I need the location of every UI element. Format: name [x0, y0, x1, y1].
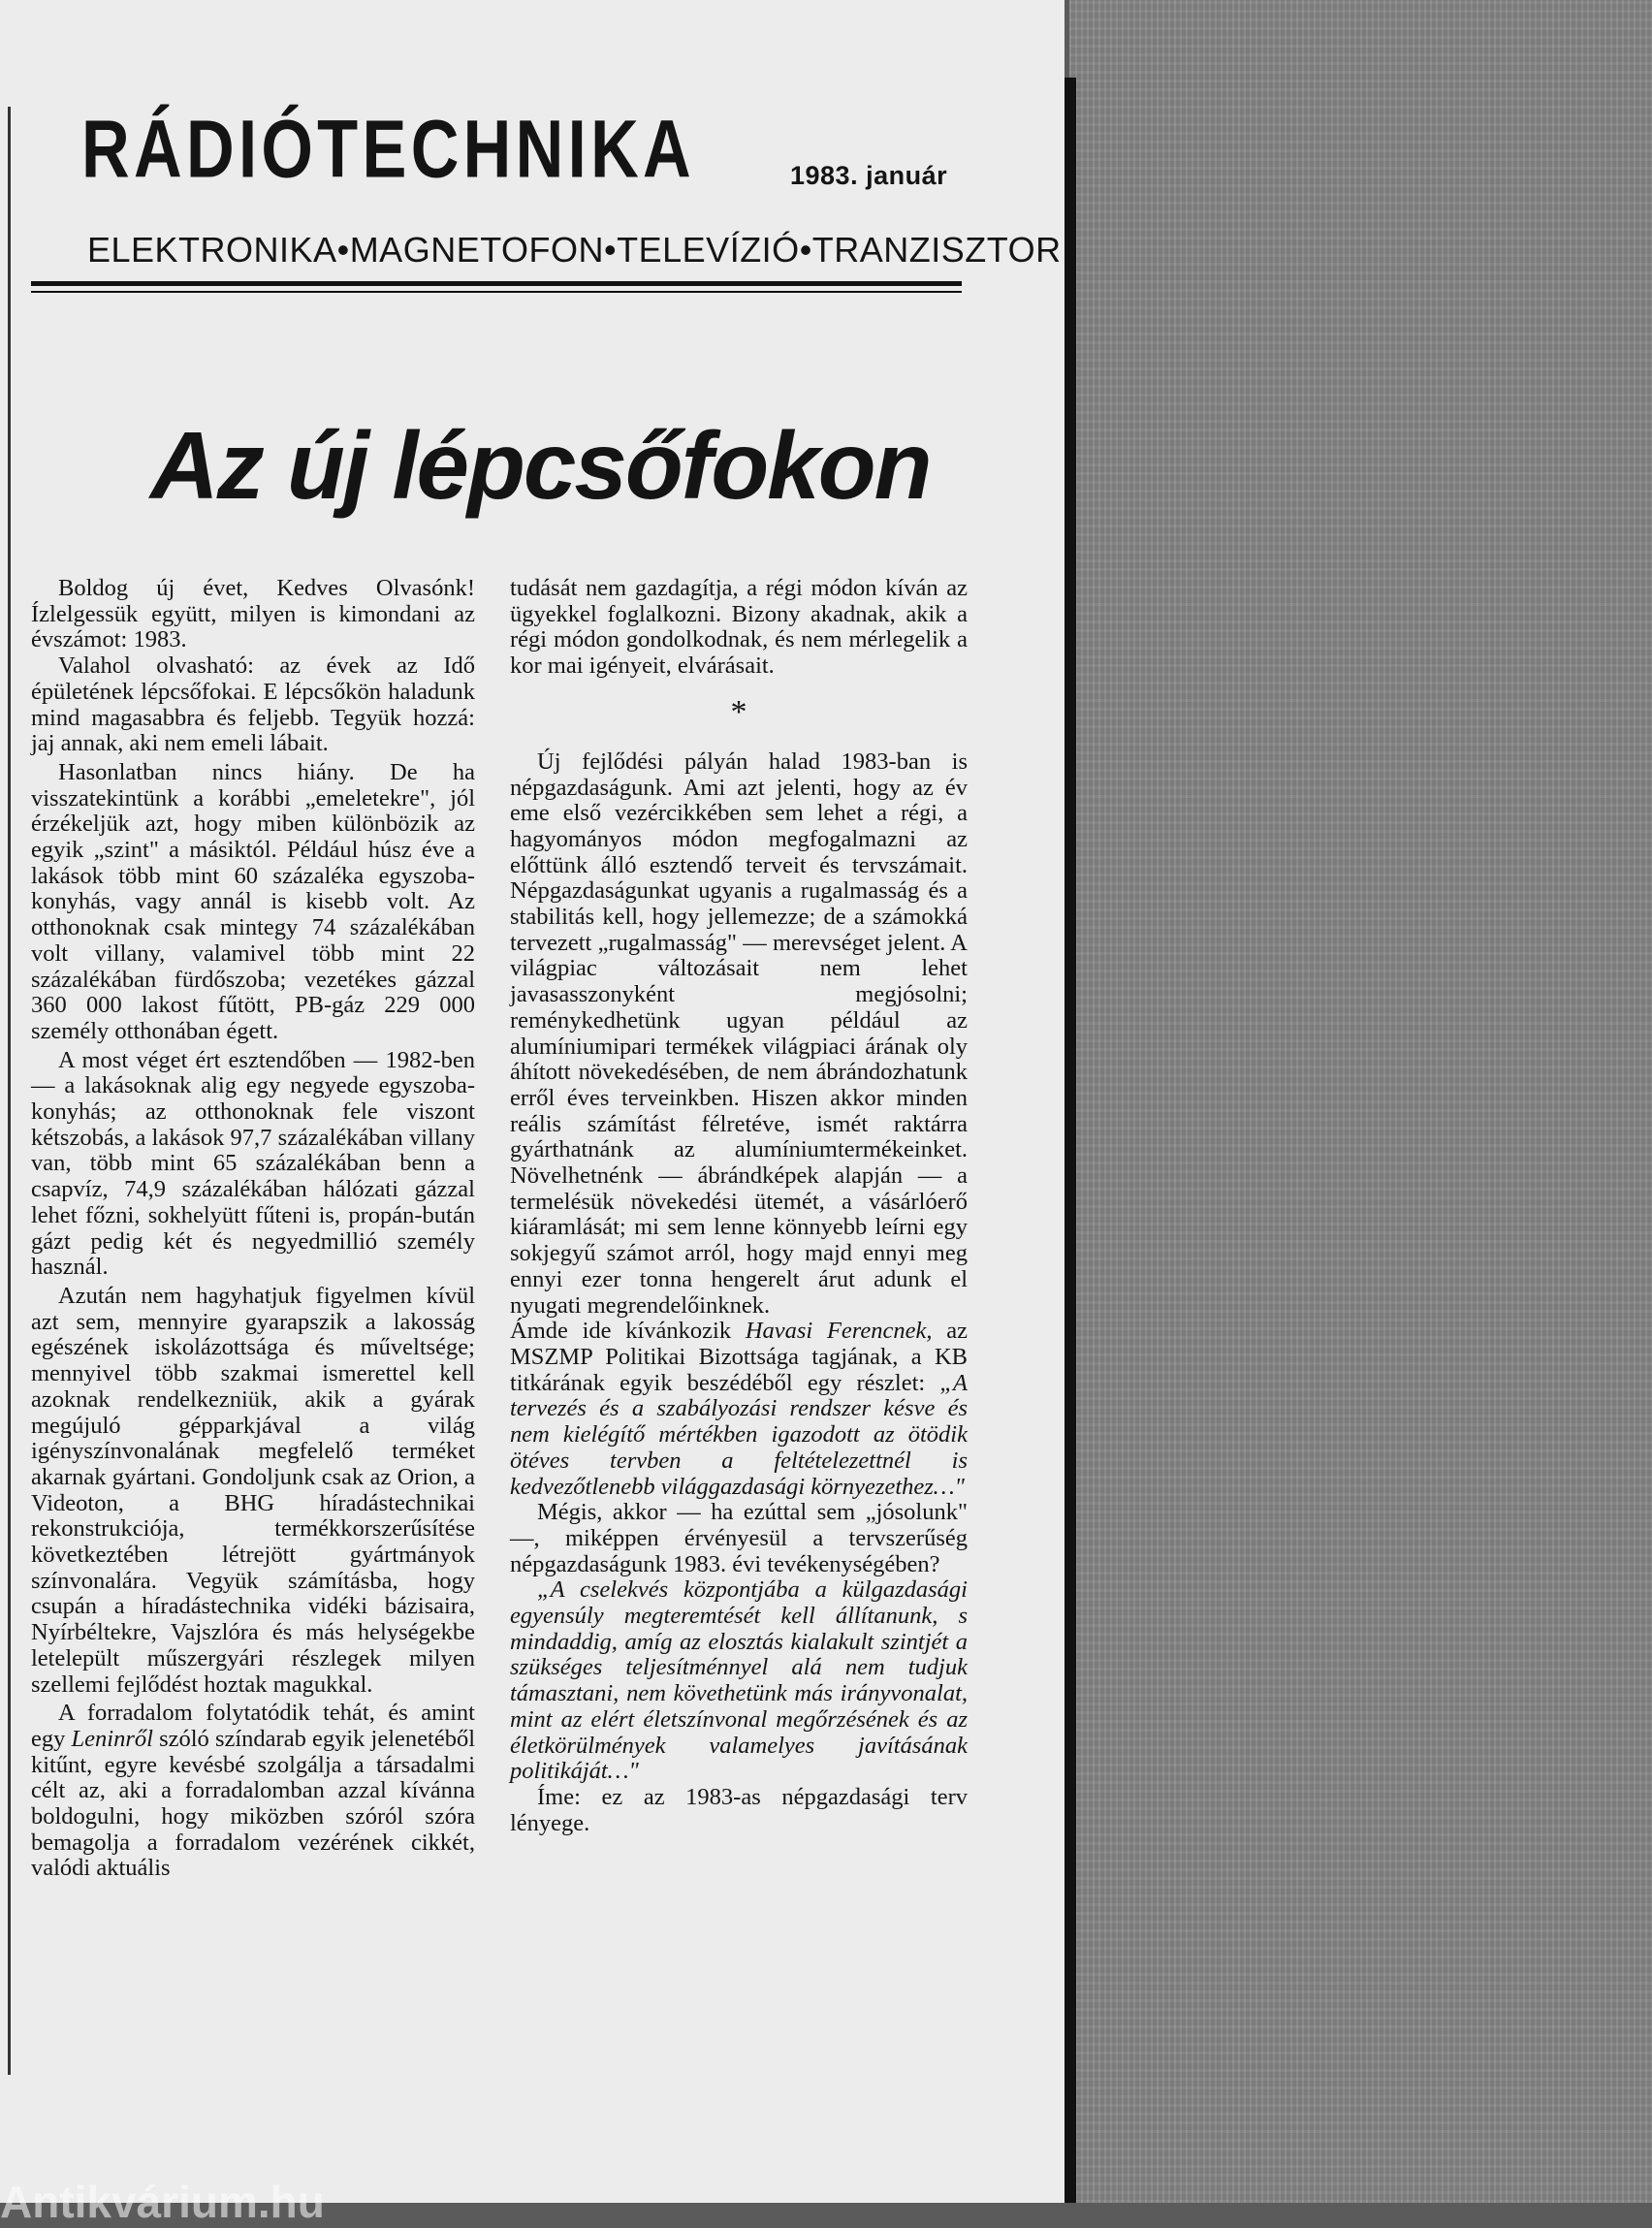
issue-date: 1983. január [790, 161, 948, 190]
article-paragraph-havasi [510, 1319, 968, 1500]
text-run: A forradalom folytatódik tehát, és amint egy [31, 1700, 475, 1752]
article-paragraph: Új fejlődési pályán halad 1983-ban is népgazdaságunk. Ami azt jelenti, hogy az év eme első vezércikkében sem lehet a régi, a hagyományos módon megfogalmazni az előttünk álló esztendő terveit és tervszámait. Népgazdaságunkat ugyanis a rugalmasság és a stabilitás kell, hogy jellemezze; de a számokká tervezett „rugalmasság" — merevséget jelent. A világpiac változásait nem lehet javasasszonyként megjósolni; reménykedhetünk ugyan például az alumíniumipari termékek világpiaci árának oly áhított növekedésében, de nem ábrándozhatunk erről éves terveinkben. Hiszen akkor minden reális számítást félretéve, ismét raktárra gyárthatnánk az alumíniumtermékeinket. Növelhetnénk — ábrándképek alapján — a termelésük növekedési ütemét, a vásárlóerő kiáramlását; mi sem lenne könnyebb leírni egy sokjegyű számot arról, hogy majd ennyi meg ennyi ezer tonna hengerelt árut adunk el nyugati megrendelőinknek. [510, 748, 968, 1319]
italic-run: Havasi Ferencnek, [745, 1318, 933, 1345]
bullet-separator: • [604, 230, 618, 270]
topic-electronics: ELEKTRONIKA [87, 230, 337, 270]
italic-quote: „A tervezés és a szabályozási rendszer késve és nem kielégítő mértékben igazodott az ötödik ötéves tervben a feltételezettnél is kedvezőtlenebb világgazdasági környezethez…" [510, 1369, 968, 1500]
topic-television: TELEVÍZIÓ [617, 230, 800, 270]
bullet-separator: • [799, 230, 812, 270]
article-paragraph: A most véget ért esztendőben — 1982-ben — a lakásoknak alig egy negyede egyszoba-konyhás; az otthonoknak fele viszont kétszobás, a lakások 97,7 százalékában villany van, több mint 65 százalékában benn a csapvíz, 74,9 százalékában hálózati gázzal lehet főzni, sokhelyütt fűteni is, propán-bután gázt pedig két és negyedmillió személy használ. [31, 1046, 475, 1281]
topic-tape-recorder: MAGNETOFON [349, 230, 605, 270]
article-quote [510, 1577, 968, 1785]
italic-run: Leninről [71, 1725, 153, 1752]
section-separator: * [730, 693, 747, 730]
masthead-rule [31, 281, 962, 286]
bullet-separator: • [336, 230, 350, 270]
text-run: szóló színdarab egyik jelenetéből kitűnt, egyre kevésbé szolgálja a társadalmi célt az, aki a forradalomban azzal kívánna boldogulni, hogy miközben szóról szóra bemagolja a forradalom vezérének cikkét, valódi aktuális [31, 1725, 476, 1882]
article-paragraph: Boldog új évet, Kedves Olvasónk! Ízlelgessük együtt, milyen is kimondani az évszámot: 1983. [31, 575, 475, 653]
article-headline: Az új lépcsőfokon [150, 412, 931, 519]
book-spine [1064, 78, 1076, 2203]
italic-quote: „A cselekvés központjába a külgazdasági egyensúly megteremtését kell állítanunk, s mindaddig, amíg az elosztás kialakult szintjét a szükséges teljesítménnyel alá nem tudjuk támasztani, nem követhetünk más irányvonalat, mint az elért életszínvonal megőrzésének és az életkörülmények valamelyes javításának politikáját…" [510, 1576, 968, 1785]
watermark-text: Antikvárium.hu [0, 2177, 325, 2227]
masthead-rule-thin [31, 291, 962, 293]
background-surface [1069, 0, 1652, 2203]
topic-transistor: TRANZISZTOR [811, 230, 1062, 270]
article-column-left [31, 576, 475, 1882]
article-paragraph: Azután nem hagyhatjuk figyelmen kívül azt sem, mennyire gyarapszik a lakosság egészének iskolázottsága és műveltsége; mennyivel több szakmai ismerettel kell azoknak rendelkezniük, akik a gyárak megújuló gépparkjával a világ igényszínvonalának megfelelő terméket akarnak gyártani. Gondoljunk csak az Orion, a Videoton, a BHG híradástechnikai rekonstrukciója, termékkorszerűsítése következtében létrejött gyártmányok színvonalára. Vegyük számításba, hogy csupán a híradástechnika vidéki bázisaira, Nyírbéltekre, Vajszlóra és más helységekbe letelepült műszergyári részlegek milyen szellemi fejlődést hoztak magukkal. [31, 1282, 475, 1698]
article-paragraph: Hasonlatban nincs hiány. De ha visszatekintünk a korábbi „emeletekre", jól érzékeljük azt, hogy miben különbözik az egyik „szint" a másiktól. Például húsz éve a lakások több mint 60 százaléka egyszoba-konyhás, vagy annál is kisebb volt. Az otthonoknak csak mintegy 74 százalékában volt villany, valamivel több mint 22 százalékában fürdőszoba; vezetékes gázzal 360 000 lakost fűtött, PB-gáz 229 000 személy otthonában égett. [31, 758, 475, 1044]
article-paragraph-lenin [31, 1701, 475, 1882]
article-column-right [510, 576, 968, 1836]
article-paragraph: Valahol olvasható: az évek az Idő épületének lépcsőfokai. E lépcsőkön haladunk mind magasabbra és feljebb. Tegyük hozzá: jaj annak, aki nem emeli lábait. [31, 652, 475, 757]
article-paragraph: Mégis, akkor — ha ezúttal sem „jósolunk" —, miképpen érvényesül a tervszerűség népgazdaságunk 1983. évi tevékenységében? [510, 1499, 968, 1577]
text-run: Ámde ide kívánkozik [510, 1318, 746, 1345]
text-run: az MSZMP Politikai Bizottsága tagjának, a KB titkárának egyik beszédéből egy részlet: [510, 1318, 969, 1396]
article-paragraph-closing: Íme: ez az 1983-as népgazdasági terv lényege. [510, 1783, 968, 1836]
masthead-topics [87, 227, 1062, 273]
page-edge-line [8, 107, 11, 2075]
masthead-title: RÁDIÓTECHNIKA [81, 103, 696, 195]
article-paragraph-continued: tudását nem gazdagítja, a régi módon kíván az ügyekkel foglalkozni. Bizony akadnak, akik a régi módon gondolkodnak, és nem mérlegelik a kor mai igényeit, elvárásait. [510, 575, 968, 680]
